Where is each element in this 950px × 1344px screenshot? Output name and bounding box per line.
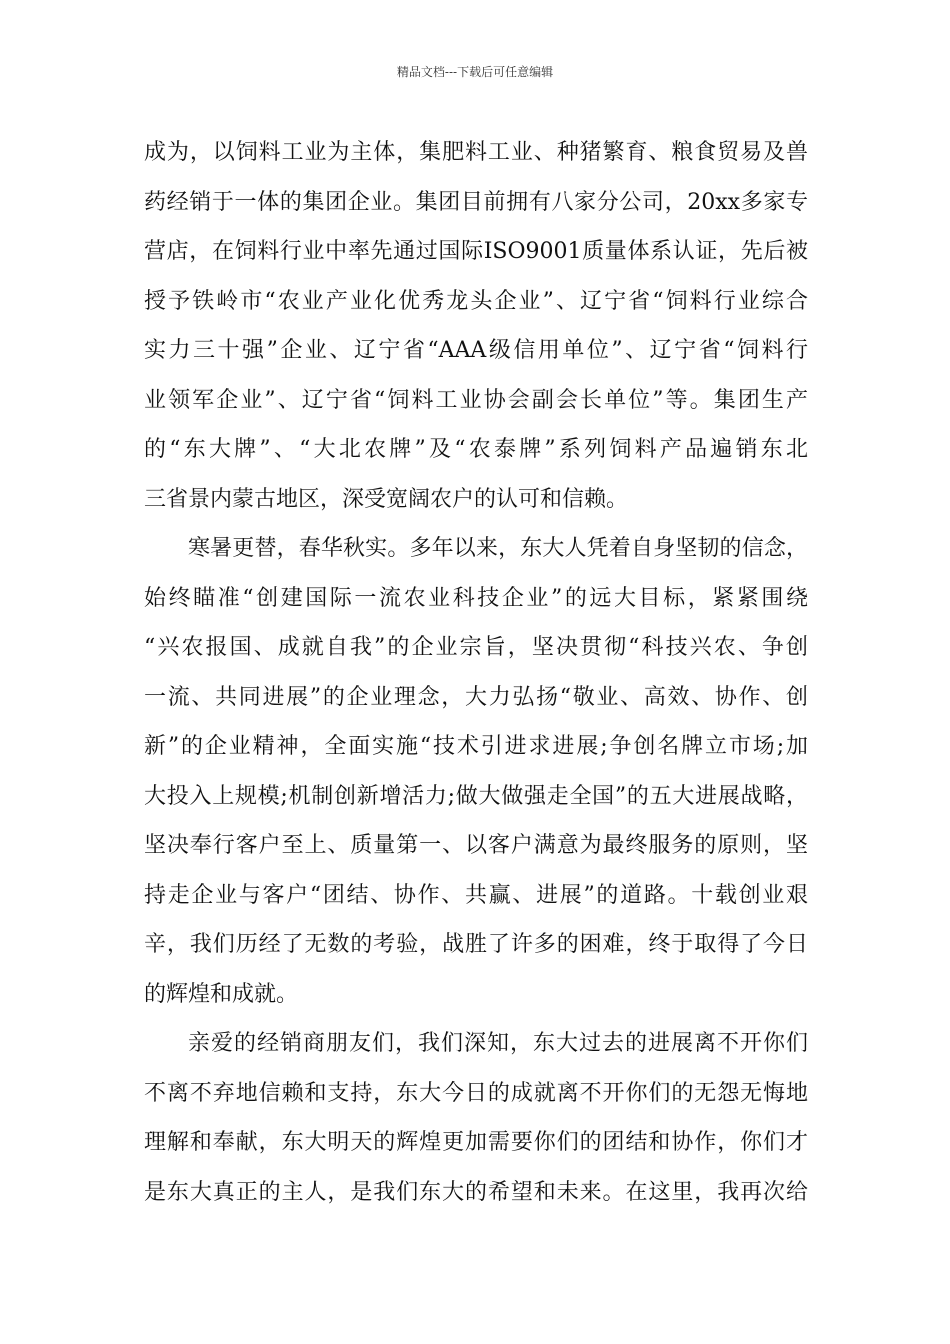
text-line: 药经销于一体的集团企业。集团目前拥有八家分公司，20xx多家专 — [144, 189, 808, 215]
text-line: 营店，在饲料行业中率先通过国际ISO9001质量体系认证，先后被 — [144, 239, 808, 264]
text-line: 业领军企业”、辽宁省“饲料工业协会副会长单位”等。集团生产 — [144, 387, 808, 413]
text-line: 新”的企业精神，全面实施“技术引进求进展;争创名牌立市场;加 — [144, 734, 808, 759]
text-line: 大投入上规模;机制创新增活力;做大做强走全国”的五大进展战略， — [144, 783, 808, 809]
text-line: 坚决奉行客户至上、质量第一、以客户满意为最终服务的原则，坚 — [144, 833, 808, 858]
text-line: 成为，以饲料工业为主体，集肥料工业、种猪繁育、粮食贸易及兽 — [144, 140, 808, 165]
text-line: 实力三十强”企业、辽宁省“AAA级信用单位”、辽宁省“饲料行 — [144, 338, 808, 363]
paragraph — [144, 524, 808, 1019]
text-line: 的“东大牌”、“大北农牌”及“农泰牌”系列饲料产品遍销东北 — [144, 437, 808, 462]
text-line: “兴农报国、成就自我”的企业宗旨，坚决贯彻“科技兴农、争创 — [144, 635, 808, 660]
text-line: 三省景内蒙古地区，深受宽阔农户的认可和信赖。 — [144, 486, 629, 512]
body-text — [144, 128, 808, 1217]
text-line: 辛，我们历经了无数的考验，战胜了许多的困难，终于取得了今日 — [144, 932, 808, 957]
text-line: 一流、共同进展”的企业理念，大力弘扬“敬业、高效、协作、创 — [144, 684, 808, 710]
text-line: 理解和奉献，东大明天的辉煌更加需要你们的团结和协作，你们才 — [144, 1130, 808, 1155]
text-line: 寒暑更替，春华秋实。多年以来，东大人凭着自身坚韧的信念， — [188, 536, 808, 561]
text-line: 始终瞄准“创建国际一流农业科技企业”的远大目标，紧紧围绕 — [144, 585, 808, 611]
page-header: 精品文档---下载后可任意编辑 — [396, 65, 554, 79]
paragraph — [144, 1019, 808, 1217]
text-line: 持走企业与客户“团结、协作、共赢、进展”的道路。十载创业艰 — [144, 882, 808, 908]
text-line: 亲爱的经销商朋友们，我们深知，东大过去的进展离不开你们 — [188, 1031, 808, 1056]
text-line: 的辉煌和成就。 — [144, 981, 299, 1007]
text-line: 授予铁岭市“农业产业化优秀龙头企业”、辽宁省“饲料行业综合 — [144, 288, 808, 314]
paragraph — [144, 128, 808, 524]
text-line: 不离不弃地信赖和支持，东大今日的成就离不开你们的无怨无悔地 — [144, 1080, 808, 1106]
text-line: 是东大真正的主人，是我们东大的希望和未来。在这里，我再次给 — [144, 1179, 808, 1205]
